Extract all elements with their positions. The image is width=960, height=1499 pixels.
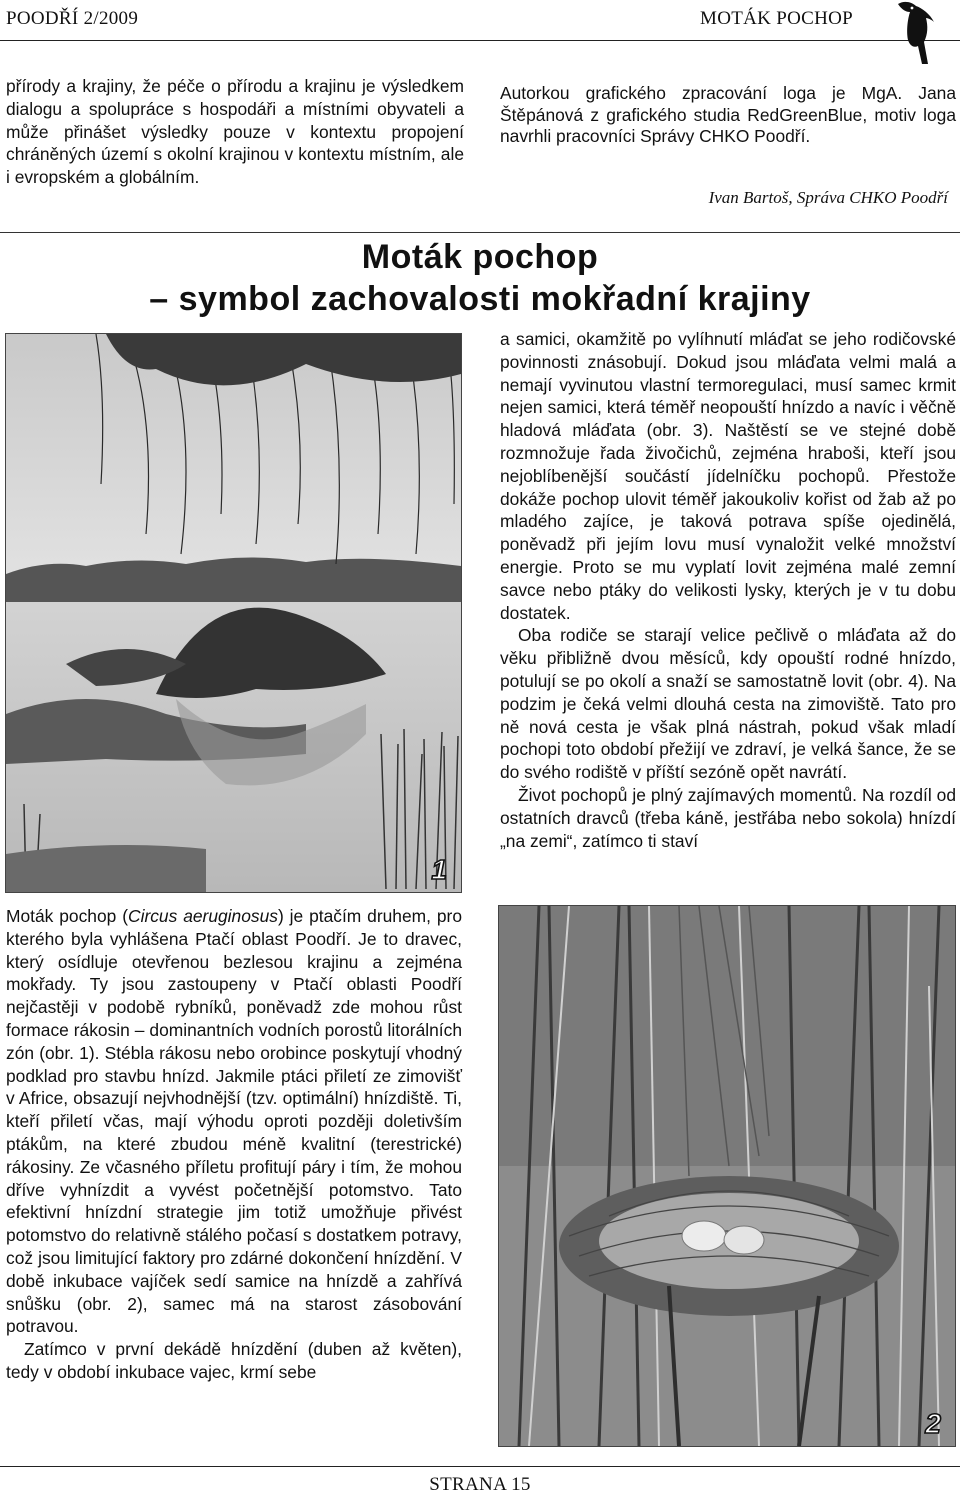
article-title: Moták pochop (361, 238, 599, 276)
intro-right-paragraph: Autorkou grafického zpracování loga je MgA. Jana Štěpánová z grafického studia RedGreenBlue, motiv loga navrhli pracovníci Správy CHKO Poodří. (500, 83, 956, 146)
harrier-logo-icon (888, 0, 938, 66)
header-issue: POODŘÍ 2/2009 (6, 8, 139, 29)
photo-wetland (5, 333, 462, 893)
header-divider (0, 40, 960, 41)
right-paragraph-1: a samici, okamžitě po vylíhnutí mláďat se jeho rodičovské povinnosti znásobují. Dokud jsou mláďata velmi malá a nemají vyvinutou vlastní termoregulaci, musí samec krmit nejen samici, která téměř neopouští hnízdo a navíc i věčně hladová mláďata (obr. 3). Naštěstí se ve stejné době rozmnožuje řada živočichů, zejména hraboši, kteří jsou nejoblíbenější součástí jídelníčku pochopů. Přestože dokáže pochop ulovit téměř jakoukoliv kořist od žab až po mladého zajíce, je taková potrava spíše ojedinělá, poněvadž při jejím lovu musí vynaložit velké množství energie. Proto se mu vyplatí lovit zejména malé zemní savce nebo ptáky do velikosti lysky, kterých je v tu dobu dostatek. (500, 329, 956, 623)
article-subtitle: – symbol zachovalosti mokřadní krajiny (149, 280, 811, 318)
right-paragraph-3: Život pochopů je plný zajímavých momentů. Na rozdíl od ostatních dravců (třeba káně, jestřába nebo sokola) hnízdí „na zemi“, zatímco ti staví (500, 784, 956, 851)
species-latin-name: Circus aeruginosus (128, 906, 278, 926)
intro-left-paragraph: přírody a krajiny, že péče o přírodu a krajinu je výsledkem dialogu a spolupráce s hospodáři a místními obyvateli a může přinášet výsledky pouze v kontextu propojení chráněných území s okolní krajinou v kontextu místním, ale i evropském a globálním. (6, 76, 464, 188)
author-signature: Ivan Bartoš, Správa CHKO Poodří (708, 188, 948, 207)
intro-right-text (500, 83, 956, 148)
section-divider (0, 232, 960, 233)
footer-divider (0, 1466, 960, 1467)
left-paragraph-2: Zatímco v první dekádě hnízdění (duben až květen), tedy v období inkubace vajec, krmí sebe (6, 1339, 462, 1382)
wetland-image (6, 334, 461, 892)
left-paragraph-1: Moták pochop (Circus aeruginosus) je ptačím druhem, pro kterého byla vyhlášena Ptačí oblast Poodří. Je to dravec, který osídluje otevřenou bezlesou krajinu a zejména mokřady. Ty jsou zastoupeny v Ptačí oblasti Poodří nejčastěji v podobě rybníků, poněvadž zde mohou růst formace rákosin – dominantních vodních porostů litorálních zón (obr. 1). Stébla rákosu nebo orobince poskytují vhodný podklad pro stavbu hnízd. Jakmile ptáci přiletí ze zimovišť v Africe, obsazují nejvhodnější (tzv. optimální) hnízdiště. Ti, kteří přiletí včas, mají výhodu oproti později doletivším ptákům, na které zbudou méně kvalitní (terestrické) rákosiny. Ze včasného příletu profitují páry i tím, že mohou dříve vyhnízdit a vyvést početnější potomstvo. Tato efektivní hnízdní strategie jim totiž umožňuje přivést potomstvo do relativně stálého počasí s dostatkem potravy, což jsou limitující faktory pro zdárné dokončení hnízdění. V době inkubace vajíček sedí samice na hnízdě a zahřívá snůšku (obr. 2), samec má na starost zásobování potravou. (6, 906, 463, 1337)
photo-nest (498, 905, 956, 1447)
photo2-number: 2 (925, 1408, 941, 1439)
header-section: MOTÁK POCHOP (700, 8, 853, 29)
photo1-number: 1 (431, 854, 447, 885)
nest-image (499, 906, 955, 1446)
intro-left-text (6, 75, 464, 189)
left-column-text (6, 905, 462, 1384)
page-number: STRANA 15 (429, 1474, 531, 1495)
right-column-text (500, 328, 956, 852)
right-paragraph-2: Oba rodiče se starají velice pečlivě o mláďata až do věku přibližně dvou měsíců, kdy opouští rodné hnízdo, potulují se po okolí a snaží se samostatně lovit (obr. 4). Na podzim je čeká velmi dlouhá cesta na zimoviště. Tato pro ně nová cesta je však plná nástrah, pokud však mladí pochopi toto období přežijí ve zdraví, je velká šance, že se do svého rodiště v příští sezóně opět navrátí. (500, 625, 956, 783)
